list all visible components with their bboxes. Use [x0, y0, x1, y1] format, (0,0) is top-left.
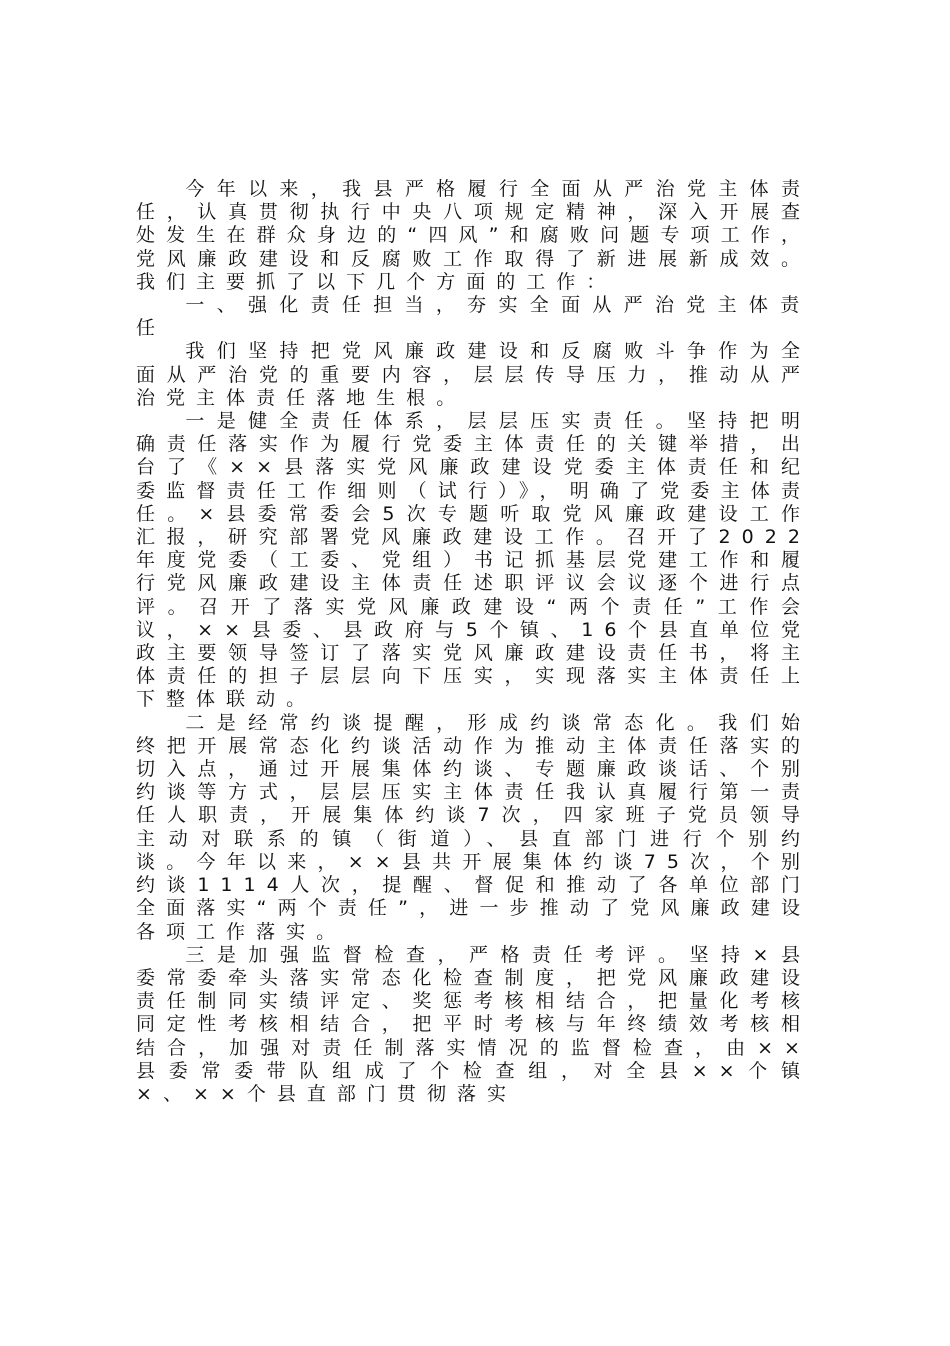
paragraph-point-one: 一是健全责任体系，层层压实责任。坚持把明确责任落实作为履行党委主体责任的关键举措，出台了《××县落实党风廉政建设党委主体责任和纪委监督责任工作细则（试行）》，明确了党委主体责任。×县委常委会5次专题听取党风廉政建设工作汇报，研究部署党风廉政建设工作。召开了2022年度党委（工委、党组）书记抓基层党建工作和履行党风廉政建设主体责任述职评议会议逐个进行点评。召开了落实党风廉政建设“两个责任”工作会议，××县委、县政府与5个镇、16个县直单位党政主要领导签订了落实党风廉政建设责任书，将主体责任的担子层层向下压实，实现落实主体责任上下整体联动。 — [136, 410, 811, 711]
paragraph-point-two: 二是经常约谈提醒，形成约谈常态化。我们始终把开展常态化约谈活动作为推动主体责任落实的切入点，通过开展集体约谈、专题廉政谈话、个别约谈等方式，层层压实主体责任我认真履行第一责任人职责，开展集体约谈7次，四家班子党员领导主动对联系的镇（街道）、县直部门进行个别约谈。今年以来，××县共开展集体约谈75次，个别约谈1114人次，提醒、督促和推动了各单位部门全面落实“两个责任”，进一步推动了党风廉政建设各项工作落实。 — [136, 711, 811, 943]
paragraph-intro: 今年以来，我县严格履行全面从严治党主体责任，认真贯彻执行中央八项规定精神，深入开展查处发生在群众身边的“四风”和腐败问题专项工作，党风廉政建设和反腐败工作取得了新进展新成效。我们主要抓了以下几个方面的工作： — [136, 178, 811, 293]
paragraph-section-summary: 我们坚持把党风廉政建设和反腐败斗争作为全面从严治党的重要内容，层层传导压力，推动从严治党主体责任落地生根。 — [136, 340, 811, 409]
document-body — [136, 178, 811, 1106]
section-heading-one: 一、强化责任担当，夯实全面从严治党主体责任 — [136, 294, 811, 340]
paragraph-point-three: 三是加强监督检查，严格责任考评。坚持×县委常委牵头落实常态化检查制度，把党风廉政建设责任制同实绩评定、奖惩考核相结合，把量化考核同定性考核相结合，把平时考核与年终绩效考核相结合，加强对责任制落实情况的监督检查，由××县委常委带队组成了个检查组，对全县××个镇×、××个县直部门贯彻落实 — [136, 943, 811, 1105]
